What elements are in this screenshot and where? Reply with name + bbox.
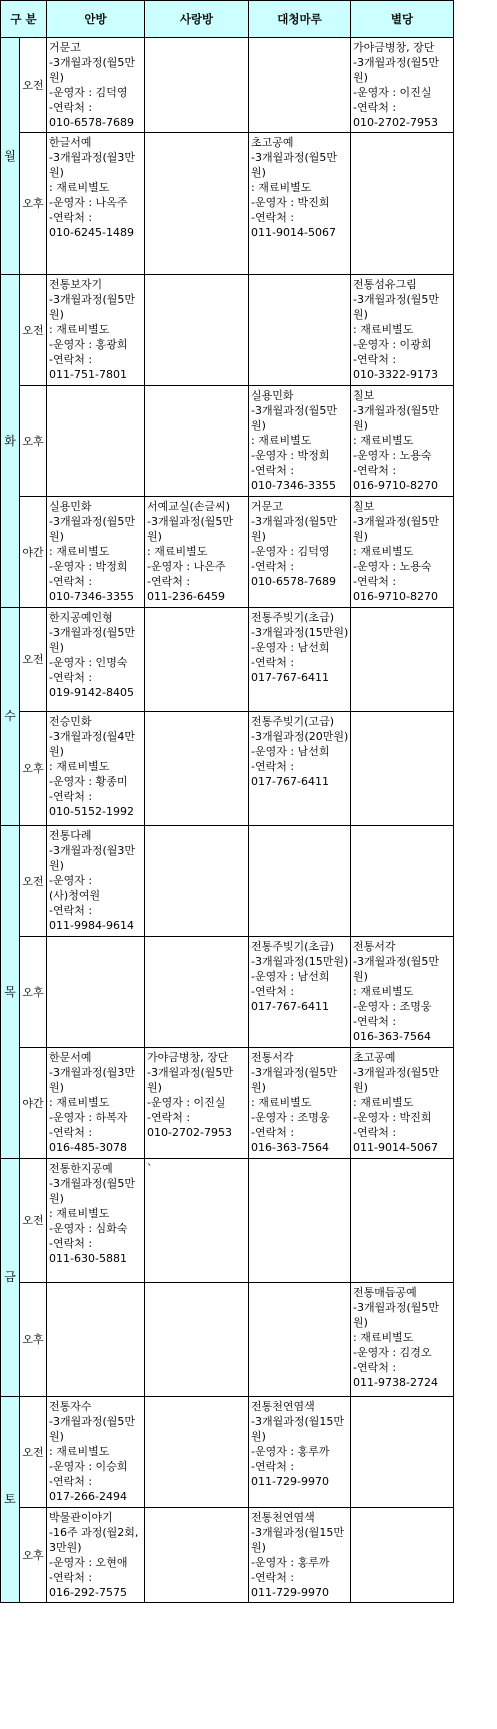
class-cell-daecheongmaru [249, 497, 351, 608]
class-title: 한지공예인형 [49, 611, 113, 624]
class-cell-byeoldang [351, 133, 454, 275]
class-detail-line: -운영자 : 박정희 [251, 449, 330, 462]
class-detail-line: -3개월과정(월5만원) [353, 1066, 440, 1094]
class-detail-line: -3개월과정(월5만원) [49, 293, 136, 321]
class-detail-line: 011-9014-5067 [251, 226, 336, 239]
class-detail-line: 010-6578-7689 [251, 575, 336, 588]
period-label: 오후 [20, 1283, 47, 1397]
class-detail-line: -3개월과정(월5만원) [251, 151, 338, 179]
class-cell-anbang [47, 1159, 145, 1283]
class-detail-line: -운영자 : 이진실 [147, 1096, 226, 1109]
class-detail-line: -운영자 : 노용숙 [353, 560, 432, 573]
header-row [1, 1, 454, 38]
class-detail-line: 017-767-6411 [251, 775, 329, 788]
class-cell-anbang [47, 608, 145, 712]
class-title: 한글서예 [49, 136, 92, 149]
class-detail-line: 016-363-7564 [251, 1141, 329, 1154]
class-title: 전통주빚기(고급) [251, 715, 334, 728]
class-detail-line: : 재료비별도 [49, 1096, 110, 1109]
class-detail-line: 016-485-3078 [49, 1141, 127, 1154]
class-detail-line: -운영자 : 나은주 [147, 560, 226, 573]
class-detail-line: -3개월과정(월5만원) [49, 1177, 136, 1205]
period-label: 오전 [20, 38, 47, 133]
class-detail-line: -3개월과정(월5만원) [147, 1066, 234, 1094]
class-detail-line: -운영자 : 오현애 [49, 1556, 128, 1569]
class-title: 한문서예 [49, 1051, 92, 1064]
class-detail-line: 010-6578-7689 [49, 116, 134, 129]
class-cell-daecheongmaru [249, 712, 351, 826]
class-cell-anbang [47, 937, 145, 1048]
class-cell-anbang [47, 275, 145, 386]
class-cell-daecheongmaru [249, 1159, 351, 1283]
class-detail-line: : 재료비별도 [49, 1445, 110, 1458]
class-detail-line: -운영자 : 박진희 [251, 196, 330, 209]
period-label: 오전 [20, 1159, 47, 1283]
class-detail-line: -3개월과정(월5만원) [251, 515, 338, 543]
schedule-row [1, 497, 454, 608]
class-detail-line: : 재료비별도 [49, 760, 110, 773]
class-detail-line: : 재료비별도 [251, 181, 312, 194]
class-detail-line: : 재료비별도 [251, 1096, 312, 1109]
schedule-row [1, 1397, 454, 1508]
class-detail-line: -3개월과정(월5만원) [49, 626, 136, 654]
class-cell-byeoldang [351, 1283, 454, 1397]
class-detail-line: -운영자 : 홍루까 [251, 1556, 330, 1569]
class-detail-line: -3개월과정(월5만원) [353, 56, 440, 84]
class-cell-sarangbang [145, 1283, 249, 1397]
class-cell-byeoldang [351, 275, 454, 386]
class-cell-anbang [47, 38, 145, 133]
class-detail-line: 011-9984-9614 [49, 919, 134, 932]
class-cell-daecheongmaru [249, 386, 351, 497]
class-detail-line: -운영자 : 심화숙 [49, 1222, 128, 1235]
class-title: 전통보자기 [49, 278, 103, 291]
class-detail-line: -연락처 : [251, 760, 295, 773]
class-title: 전통매듭공예 [353, 1286, 417, 1299]
class-cell-anbang [47, 133, 145, 275]
schedule-row [1, 608, 454, 712]
class-title: 전승민화 [49, 715, 92, 728]
class-detail-line: -연락처 : [353, 1361, 397, 1374]
class-detail-line: -3개월과정(월5만원) [49, 56, 136, 84]
class-detail-line: -3개월과정(월5만원) [147, 515, 234, 543]
class-detail-line: -연락처 : [353, 101, 397, 114]
class-title: ` [147, 1162, 153, 1175]
class-cell-sarangbang [145, 386, 249, 497]
class-detail-line: : 재료비별도 [353, 434, 414, 447]
class-detail-line: 011-630-5881 [49, 1252, 127, 1265]
class-title: 칠보 [353, 500, 375, 513]
schedule-row [1, 712, 454, 826]
class-cell-byeoldang [351, 38, 454, 133]
class-detail-line: 011-729-9970 [251, 1586, 329, 1599]
period-label: 야간 [20, 1048, 47, 1159]
class-detail-line: -연락처 : [49, 1126, 93, 1139]
class-detail-line: -3개월과정(20만원) [251, 730, 349, 743]
class-title: 가야금병창, 장단 [147, 1051, 229, 1064]
class-detail-line: 017-767-6411 [251, 671, 329, 684]
class-detail-line: : 재료비별도 [49, 545, 110, 558]
class-cell-sarangbang [145, 275, 249, 386]
class-detail-line: -3개월과정(월4만원) [49, 730, 136, 758]
class-detail-line: -운영자 : 이승희 [49, 1460, 128, 1473]
class-detail-line: 010-2702-7953 [353, 116, 438, 129]
class-title: 초고공예 [353, 1051, 396, 1064]
class-detail-line: -3개월과정(15만원) [251, 626, 349, 639]
class-cell-sarangbang [145, 1048, 249, 1159]
class-title: 실용민화 [49, 500, 92, 513]
class-detail-line: 010-6245-1489 [49, 226, 134, 239]
class-title: 실용민화 [251, 389, 294, 402]
class-cell-daecheongmaru [249, 1283, 351, 1397]
header-room-sarangbang: 사랑방 [145, 1, 249, 38]
class-detail-line: -운영자 : 김덕영 [49, 86, 128, 99]
header-room-byeoldang: 별당 [351, 1, 454, 38]
schedule-row [1, 1508, 454, 1603]
schedule-row [1, 937, 454, 1048]
class-cell-sarangbang [145, 38, 249, 133]
class-detail-line: -3개월과정(월5만원) [353, 515, 440, 543]
class-detail-line: -3개월과정(월3만원) [49, 844, 136, 872]
class-detail-line: -연락처 : [251, 1460, 295, 1473]
class-detail-line: -운영자 : 김경오 [353, 1346, 432, 1359]
class-detail-line: -운영자 : 김덕영 [251, 545, 330, 558]
class-title: 전통다례 [49, 829, 92, 842]
header-room-anbang: 안방 [47, 1, 145, 38]
class-cell-daecheongmaru [249, 133, 351, 275]
class-detail-line: -3개월과정(월5만원) [251, 1066, 338, 1094]
schedule-row [1, 1048, 454, 1159]
class-detail-line: -운영자 : 남선희 [251, 641, 330, 654]
schedule-row [1, 1159, 454, 1283]
class-cell-daecheongmaru [249, 1508, 351, 1603]
class-cell-byeoldang [351, 937, 454, 1048]
class-title: 칠보 [353, 389, 375, 402]
class-cell-sarangbang [145, 1397, 249, 1508]
class-cell-byeoldang [351, 712, 454, 826]
schedule-row [1, 133, 454, 275]
class-detail-line: -연락처 : [251, 1571, 295, 1584]
class-detail-line: 011-236-6459 [147, 590, 225, 603]
period-label: 오후 [20, 1508, 47, 1603]
schedule-row [1, 38, 454, 133]
class-title: 박물관이야기 [49, 1511, 113, 1524]
class-detail-line: -연락처 : [251, 211, 295, 224]
class-detail-line: -연락처 : [49, 353, 93, 366]
class-detail-line: -연락처 : [49, 101, 93, 114]
class-detail-line: -연락처 : [49, 671, 93, 684]
class-detail-line: -운영자 : 박정희 [49, 560, 128, 573]
class-detail-line: -운영자 : 홍루까 [251, 1445, 330, 1458]
class-cell-byeoldang [351, 1048, 454, 1159]
class-detail-line: -연락처 : [49, 1571, 93, 1584]
period-label: 오전 [20, 608, 47, 712]
period-label: 오후 [20, 712, 47, 826]
class-cell-daecheongmaru [249, 608, 351, 712]
schedule-row [1, 386, 454, 497]
class-detail-line: 011-9014-5067 [353, 1141, 438, 1154]
class-detail-line: 011-9738-2724 [353, 1376, 438, 1389]
class-cell-daecheongmaru [249, 937, 351, 1048]
class-detail-line: : 재료비별도 [49, 1207, 110, 1220]
class-detail-line: -연락처 : [251, 464, 295, 477]
class-detail-line: -연락처 : [147, 575, 191, 588]
class-detail-line: -운영자 : 이광희 [353, 338, 432, 351]
class-detail-line: : 재료비별도 [353, 545, 414, 558]
class-detail-line: -운영자 : 조명웅 [353, 1000, 432, 1013]
period-label: 오후 [20, 937, 47, 1048]
class-detail-line: -3개월과정(월5만원) [49, 515, 136, 543]
class-detail-line: : 재료비별도 [353, 1331, 414, 1344]
class-cell-byeoldang [351, 608, 454, 712]
class-detail-line: 010-7346-3355 [49, 590, 134, 603]
class-detail-line: -운영자 : 노용숙 [353, 449, 432, 462]
class-detail-line: -3개월과정(월5만원) [353, 404, 440, 432]
class-detail-line: (사)청여원 [49, 889, 101, 902]
class-detail-line: -연락처 : [147, 1111, 191, 1124]
class-cell-byeoldang [351, 1397, 454, 1508]
class-detail-line: -연락처 : [49, 904, 93, 917]
class-cell-byeoldang [351, 826, 454, 937]
period-label: 오전 [20, 275, 47, 386]
class-detail-line: -연락처 : [353, 1015, 397, 1028]
class-cell-sarangbang [145, 1159, 249, 1283]
class-cell-byeoldang [351, 1508, 454, 1603]
class-detail-line: -3개월과정(월3만원) [49, 1066, 136, 1094]
class-detail-line: 010-2702-7953 [147, 1126, 232, 1139]
class-detail-line: -16주 과정(월2회, 3만원) [49, 1526, 139, 1554]
class-detail-line: 010-5152-1992 [49, 805, 134, 818]
class-title: 서예교실(손글씨) [147, 500, 230, 513]
class-detail-line: -연락처 : [353, 1126, 397, 1139]
class-detail-line: : 재료비별도 [353, 1096, 414, 1109]
class-detail-line: -운영자 : 남선희 [251, 970, 330, 983]
class-title: 전통자수 [49, 1400, 92, 1413]
class-cell-anbang [47, 1048, 145, 1159]
schedule-body [1, 38, 454, 1603]
class-cell-sarangbang [145, 608, 249, 712]
day-label: 금 [1, 1159, 20, 1397]
class-title: 가야금병창, 장단 [353, 41, 435, 54]
schedule-row [1, 826, 454, 937]
class-detail-line: -연락처 : [251, 560, 295, 573]
class-cell-sarangbang [145, 1508, 249, 1603]
class-detail-line: : 재료비별도 [49, 323, 110, 336]
class-detail-line: : 재료비별도 [147, 545, 208, 558]
class-cell-anbang [47, 712, 145, 826]
class-cell-anbang [47, 826, 145, 937]
class-detail-line: -연락처 : [49, 575, 93, 588]
class-detail-line: -운영자 : 황종미 [49, 775, 128, 788]
period-label: 오후 [20, 386, 47, 497]
class-detail-line: -3개월과정(월5만원) [353, 1301, 440, 1329]
class-title: 전통서각 [251, 1051, 294, 1064]
class-detail-line: 011-729-9970 [251, 1475, 329, 1488]
class-detail-line: -운영자 : [49, 874, 93, 887]
class-cell-byeoldang [351, 386, 454, 497]
class-title: 전통한지공예 [49, 1162, 113, 1175]
class-detail-line: -연락처 : [251, 656, 295, 669]
class-detail-line: : 재료비별도 [49, 181, 110, 194]
class-detail-line: 017-767-6411 [251, 1000, 329, 1013]
day-label: 월 [1, 38, 20, 275]
day-label: 화 [1, 275, 20, 608]
class-detail-line: -연락처 : [49, 211, 93, 224]
class-detail-line: 011-751-7801 [49, 368, 127, 381]
class-detail-line: -연락처 : [49, 790, 93, 803]
day-label: 토 [1, 1397, 20, 1603]
schedule-row [1, 275, 454, 386]
schedule-row [1, 1283, 454, 1397]
class-detail-line: -운영자 : 남선희 [251, 745, 330, 758]
class-cell-daecheongmaru [249, 826, 351, 937]
class-detail-line: -운영자 : 인명숙 [49, 656, 128, 669]
class-cell-byeoldang [351, 497, 454, 608]
class-detail-line: -연락처 : [49, 1475, 93, 1488]
class-detail-line: -연락처 : [49, 1237, 93, 1250]
day-label: 목 [1, 826, 20, 1159]
class-detail-line: : 재료비별도 [353, 985, 414, 998]
period-label: 오전 [20, 1397, 47, 1508]
class-title: 전통주빚기(초급) [251, 940, 334, 953]
period-label: 야간 [20, 497, 47, 608]
class-detail-line: -운영자 : 나옥주 [49, 196, 128, 209]
class-cell-sarangbang [145, 937, 249, 1048]
class-detail-line: : 재료비별도 [353, 323, 414, 336]
class-cell-anbang [47, 497, 145, 608]
class-cell-byeoldang [351, 1159, 454, 1283]
class-title: 거문고 [49, 41, 81, 54]
class-detail-line: -3개월과정(월15만원) [251, 1526, 345, 1554]
class-detail-line: 010-7346-3355 [251, 479, 336, 492]
class-detail-line: -3개월과정(월3만원) [49, 151, 136, 179]
header-room-daecheongmaru: 대청마루 [249, 1, 351, 38]
class-title: 거문고 [251, 500, 283, 513]
class-detail-line: 019-9142-8405 [49, 686, 134, 699]
class-detail-line: -연락처 : [353, 575, 397, 588]
class-cell-daecheongmaru [249, 1397, 351, 1508]
class-title: 전통섬유그림 [353, 278, 417, 291]
class-cell-sarangbang [145, 133, 249, 275]
class-detail-line: -연락처 : [353, 464, 397, 477]
class-title: 전통천연염색 [251, 1511, 315, 1524]
class-detail-line: -운영자 : 조명웅 [251, 1111, 330, 1124]
class-detail-line: 016-9710-8270 [353, 590, 438, 603]
class-cell-anbang [47, 1397, 145, 1508]
class-detail-line: -3개월과정(월5만원) [251, 404, 338, 432]
day-label: 수 [1, 608, 20, 826]
class-detail-line: -연락처 : [251, 985, 295, 998]
class-detail-line: -3개월과정(월15만원) [251, 1415, 345, 1443]
class-cell-sarangbang [145, 497, 249, 608]
class-detail-line: -운영자 : 이진실 [353, 86, 432, 99]
class-title: 전통주빚기(초급) [251, 611, 334, 624]
class-cell-anbang [47, 1283, 145, 1397]
class-detail-line: 016-9710-8270 [353, 479, 438, 492]
class-detail-line: -연락처 : [251, 1126, 295, 1139]
class-cell-anbang [47, 386, 145, 497]
class-cell-daecheongmaru [249, 1048, 351, 1159]
period-label: 오후 [20, 133, 47, 275]
class-cell-sarangbang [145, 712, 249, 826]
class-cell-daecheongmaru [249, 275, 351, 386]
period-label: 오전 [20, 826, 47, 937]
class-detail-line: -운영자 : 하복자 [49, 1111, 128, 1124]
class-detail-line: -3개월과정(15만원) [251, 955, 349, 968]
class-detail-line: 017-266-2494 [49, 1490, 127, 1503]
class-title: 전통서각 [353, 940, 396, 953]
class-detail-line: 016-292-7575 [49, 1586, 127, 1599]
header-category: 구 분 [1, 1, 47, 38]
class-detail-line: 016-363-7564 [353, 1030, 431, 1043]
class-detail-line: -연락처 : [353, 353, 397, 366]
class-detail-line: -3개월과정(월5만원) [353, 955, 440, 983]
class-detail-line: -운영자 : 홍광희 [49, 338, 128, 351]
class-title: 전통천연염색 [251, 1400, 315, 1413]
class-detail-line: -3개월과정(월5만원) [353, 293, 440, 321]
class-cell-daecheongmaru [249, 38, 351, 133]
class-title: 초고공예 [251, 136, 294, 149]
class-cell-anbang [47, 1508, 145, 1603]
class-cell-sarangbang [145, 826, 249, 937]
class-detail-line: -운영자 : 박진희 [353, 1111, 432, 1124]
class-detail-line: 010-3322-9173 [353, 368, 438, 381]
class-detail-line: -3개월과정(월5만원) [49, 1415, 136, 1443]
class-detail-line: : 재료비별도 [251, 434, 312, 447]
